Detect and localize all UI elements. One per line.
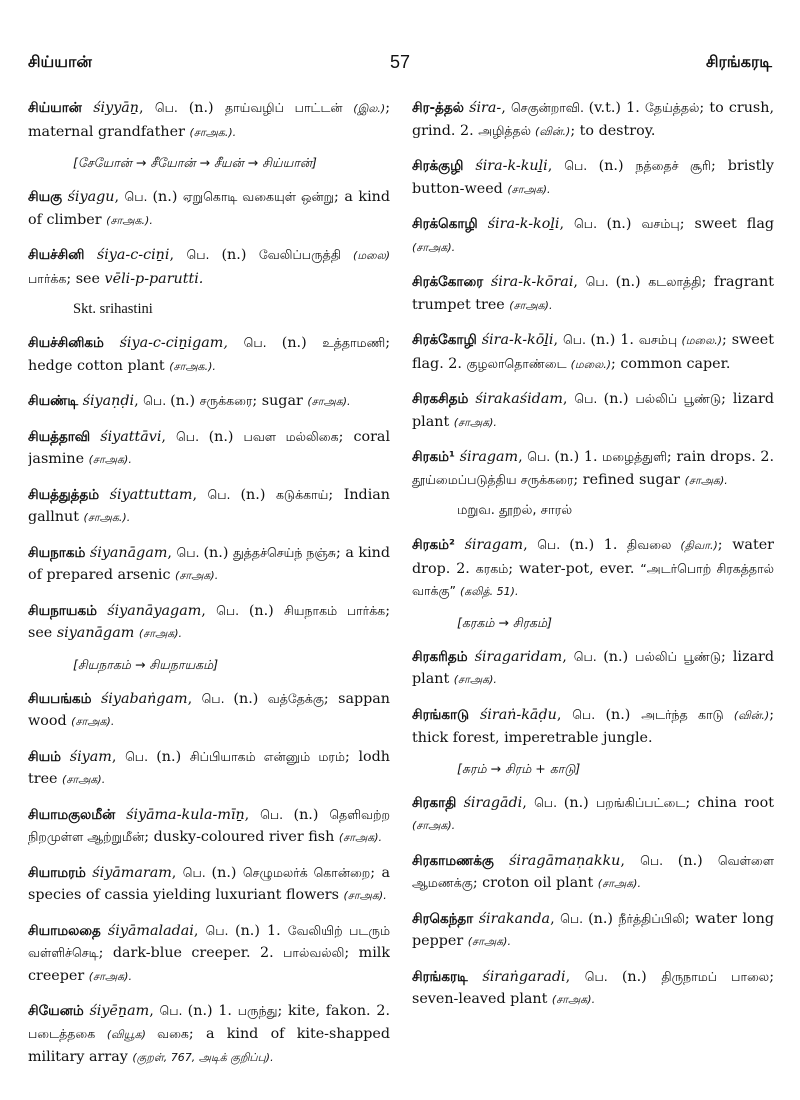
transliteration: śiyam (69, 748, 112, 765)
definition-text: ; dark-blue creeper. 2. (98, 945, 284, 961)
entry-headword: சியேனம் (28, 1003, 84, 1019)
definition-text: ; bristly button-weed (412, 158, 774, 197)
definition-text: அழித்தல் (478, 122, 536, 138)
transliteration: śiyaṇḍi (82, 393, 135, 409)
definition-text: குழலாதொண்டை (466, 355, 571, 371)
definition-text: , (149, 1003, 160, 1019)
definition-text: பவள மல்லிகை (243, 428, 339, 444)
source-abbreviation: (சாஅக.). (83, 511, 131, 524)
running-head-left: சிய்யான் (28, 52, 92, 71)
definition-text: ; sugar (252, 393, 308, 409)
transliteration: śiragādi (463, 794, 523, 811)
etymology-note: [சேயோன் → சீயோன் → சீயன் → சிய்யான்] (73, 155, 317, 170)
definition-text: (n.) (605, 706, 642, 723)
source-abbreviation: (சாஅக). (62, 773, 106, 786)
dictionary-entry (412, 908, 774, 954)
definition-text: , (565, 968, 585, 985)
source-abbreviation: (குறள், 767, அடிக் குறிப்பு). (132, 1051, 274, 1064)
definition-text: ; sappan wood (28, 690, 390, 729)
definition-text: (n.) (156, 748, 190, 765)
definition-text: ; croton oil plant (472, 875, 598, 891)
definition-text: , (522, 794, 535, 811)
definition-text: வேலிப்பருத்தி (258, 247, 354, 262)
definition-text: சியநாகம் பார்க்க (284, 602, 386, 618)
definition-text: ; refined sugar (573, 471, 685, 488)
source-abbreviation: (சாஅக). (88, 969, 132, 983)
transliteration: śiyanāyagam (107, 602, 202, 619)
transliteration: śira-k-kōrai (490, 274, 574, 290)
entry-headword: சியாமகுலமீன் (28, 806, 116, 823)
definition-text (228, 335, 244, 351)
dictionary-entry (412, 792, 774, 838)
definition-text: ; china root (685, 794, 774, 811)
definition-text: (n.) 1. (569, 537, 627, 553)
transliteration: śiyyāṉ (93, 100, 140, 116)
entry-headword: சிரங்கரடி (412, 968, 468, 985)
source-abbreviation: (சாஅக). (412, 240, 456, 254)
definition-text: (n.) (211, 864, 243, 881)
definition-text: , (169, 247, 187, 263)
definition-text: பெ. (207, 486, 241, 502)
source-abbreviation: (மலை) (353, 249, 390, 262)
definition-text: பெ. (176, 428, 209, 444)
definition-text: பெ. (124, 189, 153, 204)
definition-text: (n.) (281, 335, 323, 351)
definition-text: , (134, 393, 144, 409)
transliteration: śiyabaṅgam (100, 690, 188, 707)
transliteration: śira-k-koḻi (487, 216, 560, 232)
dictionary-entry (412, 329, 774, 376)
right-column (412, 97, 774, 1087)
definition-text: ; to destroy. (570, 122, 656, 139)
definition-text: (n.) (152, 189, 183, 205)
transliteration: śiragam (459, 449, 519, 465)
definition-text: தாய்வழிப் பாட்டன் (224, 100, 354, 115)
entry-headword: சிரக்கோரை (412, 274, 484, 290)
source-abbreviation: (சாஅக). (343, 889, 387, 902)
dictionary-entry (28, 332, 390, 378)
definition-text: , (244, 806, 261, 823)
definition-text: பெ. (125, 748, 157, 764)
transliteration: śira-k-kuḻi (475, 158, 548, 174)
definition-text: , (562, 648, 574, 665)
definition-text: கடுக்காய் (275, 486, 329, 502)
definition-text: பல்லிப் பூண்டு (635, 391, 722, 406)
definition-text: (n.) (598, 158, 636, 174)
source-abbreviation: (சாஅக). (453, 415, 497, 429)
entry-headword: சியச்சினிகம் (28, 335, 104, 351)
definition-text: ; a kind of prepared arsenic (28, 544, 390, 583)
entry-headword: சியநாயகம் (28, 602, 97, 619)
dictionary-entry (28, 542, 390, 588)
definition-text: , (167, 544, 177, 561)
definition-text: , (559, 216, 575, 232)
transliteration: śiragaridam (474, 648, 563, 665)
definition-text: பெ. (574, 216, 607, 231)
dictionary-entry (412, 446, 774, 492)
definition-text: பெ. (564, 158, 599, 173)
definition-text: பெ. (176, 544, 204, 560)
definition-text: , (192, 486, 208, 503)
definition-text: திருநாமப் பாலை (661, 968, 770, 984)
definition-text: (n.) 1. (187, 1003, 238, 1019)
definition-text: ; dusky-coloured river fish (144, 829, 339, 845)
transliteration: śiya-c-ciṉi (96, 247, 170, 263)
definition-text: (n.) (677, 852, 718, 869)
source-abbreviation: (சாஅக.). (189, 125, 237, 139)
definition-text: (n.) (240, 486, 276, 503)
entry-headword: சியத்தாவி (28, 428, 91, 445)
source-abbreviation: (வின்.) (733, 708, 770, 722)
entry-headword: சிரக்கோழி (412, 332, 477, 348)
definition-text: ; fragrant trumpet tree (412, 274, 774, 313)
definition-text: ; thick forest, imperetrable jungle. (412, 706, 774, 746)
entry-headword: சிர-த்தல் (412, 100, 464, 116)
definition-text: (n.) (235, 922, 267, 939)
dictionary-entry (412, 155, 774, 201)
entry-headword: சிய்யான் (28, 100, 82, 116)
source-abbreviation: (வின்.) (535, 124, 571, 138)
definition-text: (n.) (588, 910, 619, 927)
definition-text: பால்வல்லி (283, 945, 345, 960)
transliteration: śiyagu (67, 189, 115, 205)
definition-text: பெ. (574, 391, 604, 406)
definition-text: ; water long pepper (412, 910, 774, 949)
definition-text: பெ. (143, 393, 171, 408)
definition-text: செழுமலர்க் கொன்றை (242, 864, 371, 880)
dictionary-entry (28, 97, 390, 144)
definition-text: “அடர்பொற் சிரகத்தால் வாக்கு” (412, 560, 774, 598)
source-abbreviation: (சாஅக). (467, 935, 511, 948)
etymology-note: [சுரம் → சிரம் + காடு] (457, 760, 581, 776)
definition-text: நத்தைச் சூரி (635, 158, 711, 173)
definition-text: பெ. (640, 852, 678, 868)
source-abbreviation: (சாஅக). (684, 473, 728, 487)
dictionary-entry (412, 97, 774, 143)
definition-text: துத்தச்செய்ந் நஞ்சு (232, 544, 336, 560)
source-abbreviation: (வியூக) (106, 1027, 158, 1041)
definition-text: (n.) (188, 100, 225, 116)
definition-text: வேலியிற் படரும் வள்ளிச்செடி (28, 922, 390, 960)
etymology-note: [கரகம் → சிரகம்] (457, 614, 552, 630)
transliteration: śiyāma-kula-mīṉ (126, 806, 245, 823)
source-abbreviation: (சாஅக.). (106, 213, 153, 227)
dictionary-entry (412, 213, 774, 259)
definition-text: (n.) 1. (590, 332, 639, 348)
dictionary-entry (28, 1000, 390, 1070)
definition-text: (n.) (248, 602, 285, 619)
definition-text: ; kite, fakon. 2. (277, 1003, 390, 1019)
synonym-note: மறுவ. தூறல், சாரல் (457, 503, 573, 518)
source-abbreviation: (சாஅக). (551, 993, 596, 1006)
definition-text: வசம்பு (641, 216, 680, 231)
definition-text: (n.) (208, 428, 244, 445)
entry-headword: சிரகாமணக்கு (412, 852, 494, 869)
dictionary-entry (28, 862, 390, 908)
definition-text: பெ. (527, 449, 555, 464)
definition-text: (n.) (603, 648, 636, 665)
definition-text: பெ. (182, 864, 212, 880)
definition-text: , (161, 428, 177, 445)
definition-text: , (187, 690, 202, 707)
definition-text: சிப்பியாகம் என்னும் மரம் (189, 748, 345, 764)
definition-text: பெ. (573, 648, 604, 664)
transliteration: śiyāmaram (92, 864, 172, 881)
transliteration: śira- (469, 100, 502, 116)
definition-text: பார்க்க (28, 270, 67, 286)
dictionary-entry (412, 966, 774, 1012)
definition-text: கடலாத்தி (648, 274, 702, 289)
transliteration: vēli-p-parutti. (104, 270, 204, 287)
source-abbreviation: (சாஅக). (453, 673, 497, 686)
source-abbreviation: (மலை.) (681, 334, 722, 347)
definition-text: , (139, 100, 155, 116)
definition-text: ; lodh tree (28, 748, 390, 787)
source-abbreviation: (சாஅக). (175, 569, 219, 582)
page-number: 57 (389, 52, 411, 72)
transliteration: siyanāgam (56, 625, 135, 641)
transliteration: śiyēṉam (89, 1003, 150, 1019)
source-abbreviation: (சாஅக). (307, 395, 351, 408)
entry-headword: சிரகாதி (412, 794, 457, 811)
definition-text: ; lizard plant (412, 648, 774, 687)
dictionary-entry (28, 186, 390, 232)
source-abbreviation: (சாஅக). (338, 831, 383, 844)
definition-text: ; common caper. (611, 355, 731, 372)
definition-text: , (553, 332, 563, 348)
source-abbreviation: (சாஅக). (597, 877, 641, 890)
dictionary-entry (28, 688, 390, 734)
definition-text: பெ. (205, 922, 235, 938)
definition-text: ; sweet flag. 2. (412, 332, 774, 372)
definition-text: பெ. (159, 1003, 188, 1018)
dictionary-entry (412, 388, 774, 434)
definition-text: வசம்பு (638, 332, 682, 347)
dictionary-entry (28, 484, 390, 530)
definition-text: பெ. (243, 335, 282, 350)
definition-text: , (523, 537, 538, 553)
source-abbreviation: (சாஅக). (509, 298, 553, 312)
page-header (28, 52, 772, 80)
definition-text: ; maternal grandfather (28, 100, 390, 140)
transliteration: śira-k-kōḻi (481, 332, 554, 348)
dictionary-entry (412, 850, 774, 896)
definition-text: (n.) (233, 690, 268, 707)
transliteration: śiyattāvi (100, 428, 162, 445)
definition-text: (n.) (170, 393, 200, 409)
definition-text: ; to crush, grind. 2. (412, 100, 774, 139)
definition-text: , (518, 449, 528, 465)
transliteration: śiyattuttam (109, 486, 193, 503)
source-abbreviation: (சாஅக). (88, 453, 132, 466)
definition-text: , (547, 158, 565, 174)
dictionary-entry (28, 600, 390, 646)
definition-text: ; see (28, 602, 390, 641)
definition-text: பெ. (534, 794, 564, 810)
definition-text: (n.) (606, 216, 642, 232)
definition-text: ; sweet flag (679, 216, 774, 232)
definition-text: பருந்து (237, 1003, 278, 1018)
definition-text: ; coral jasmine (28, 428, 390, 467)
definition-text: (n.) (203, 544, 233, 561)
definition-text: ; hedge cotton plant (28, 335, 390, 374)
etymology-note: [சியநாகம் → சியநாயகம்] (73, 656, 219, 672)
source-abbreviation: (திவா.) (680, 539, 718, 552)
source-abbreviation: (இல.) (353, 102, 386, 115)
entry-headword: சியபங்கம் (28, 690, 92, 707)
definition-text: தூய்மைப்படுத்திய சருக்கரை (412, 471, 574, 487)
left-column (28, 97, 390, 1087)
source-abbreviation: (கலித். 51). (459, 585, 519, 598)
definition-text: ; lizard plant (412, 391, 774, 430)
definition-text: ; a kind of kite-shapped military array (28, 1025, 390, 1065)
definition-text: ; Indian gallnut (28, 486, 390, 525)
dictionary-entry (28, 426, 390, 472)
definition-text: , (620, 852, 641, 869)
source-abbreviation: (சாஅக). (507, 182, 551, 196)
source-abbreviation: (சாஅக). (138, 627, 183, 640)
definition-text: செகுன்றாவி. (510, 100, 589, 115)
definition-text: (v.t.) 1. (588, 100, 645, 116)
definition-text: , (573, 274, 586, 290)
entry-headword: சிரகம்¹ (412, 449, 455, 465)
definition-text: ஏறுகொடி வகையுள் ஒன்று (182, 189, 335, 204)
definition-text: படைத்தகை (28, 1025, 107, 1041)
entry-headword: சிரக்குழி (412, 158, 464, 174)
transliteration: śiraṅgaradi (482, 968, 566, 985)
transliteration: śiya-c-ciṉigam, (119, 335, 228, 351)
transliteration: śiyanāgam (89, 544, 168, 561)
definition-text: ; water-pot, ever. (508, 560, 641, 577)
definition-text: ; a kind of climber (28, 189, 390, 228)
definition-text: பெ. (585, 274, 616, 289)
definition-text: சருக்கரை (199, 393, 253, 408)
entry-headword: சியகு (28, 189, 63, 205)
definition-text: பல்லிப் பூண்டு (635, 648, 721, 664)
definition-text: வகை (157, 1025, 189, 1041)
entry-headword: சியாமரம் (28, 864, 86, 881)
dictionary-entry (28, 244, 390, 290)
definition-text: ; water drop. 2. (412, 537, 774, 577)
definition-text: பெ. (537, 537, 570, 552)
definition-text: ; see (66, 270, 105, 287)
definition-text: , (562, 391, 575, 407)
definition-text: , (114, 189, 125, 205)
definition-text: (n.) (615, 274, 649, 290)
definition-text: மழைத்துளி (602, 449, 667, 464)
definition-text: , (501, 100, 511, 116)
definition-text: , (201, 602, 217, 619)
entry-headword: சிரக்கொழி (412, 216, 478, 232)
definition-text: பெ. (186, 247, 222, 262)
definition-text: பெ. (154, 100, 189, 115)
definition-text: (n.) (221, 247, 259, 263)
transliteration: śirakanda (478, 910, 551, 927)
definition-text: ; seven-leaved plant (412, 968, 774, 1007)
definition-text: தேய்த்தல் (644, 100, 700, 115)
entry-headword: சியச்சினி (28, 247, 85, 263)
definition-text: (n.) (603, 391, 636, 407)
definition-text: பெ. (216, 602, 249, 618)
dictionary-entry (28, 920, 390, 989)
source-abbreviation: (சாஅக). (412, 819, 456, 832)
definition-text: வத்தேக்கு (267, 690, 324, 706)
entry-headword: சிரங்காடு (412, 706, 470, 723)
definition-text: உத்தாமணி (322, 335, 386, 350)
source-abbreviation: (சாஅக). (71, 715, 115, 728)
definition-text: ; a species of cassia yielding luxuriant flowers (28, 864, 390, 903)
definition-text: அடர்ந்த காடு (641, 706, 734, 722)
transliteration: śiyāmaladai (107, 922, 194, 939)
entry-headword: சிரகெந்தா (412, 910, 474, 927)
definition-text: , (193, 922, 206, 939)
entry-headword: சியநாகம் (28, 544, 86, 561)
definition-text: வெள்ளை ஆமணக்கு (412, 852, 774, 890)
dictionary-entry (28, 804, 390, 850)
dictionary-entry (412, 646, 774, 692)
definition-text: பெ. (563, 332, 591, 347)
definition-text: ; rain drops. 2. (666, 449, 774, 465)
definition-text: நீர்த்திப்பிலி (618, 910, 685, 926)
definition-text: தெளிவற்ற நிறமுள்ள ஆற்றுமீன் (28, 806, 390, 844)
entry-headword: சிரகரிதம் (412, 648, 468, 665)
transliteration: śiragāmaṇakku (509, 852, 621, 869)
dictionary-entry (412, 534, 774, 604)
definition-text: , (556, 706, 573, 723)
source-abbreviation: (மலை.) (570, 357, 612, 371)
definition-text: பெ. (560, 910, 589, 926)
definition-text: , (171, 864, 183, 881)
definition-text: (n.) (621, 968, 662, 985)
transliteration: śiragam (464, 537, 524, 553)
definition-text: , (550, 910, 561, 927)
entry-headword: சியண்டி (28, 393, 79, 409)
definition-text: , (111, 748, 126, 765)
entry-headword: சியாமலதை (28, 922, 101, 939)
running-head-right: சிரங்கரடி (705, 52, 772, 71)
entry-headword: சிரகம்² (412, 537, 455, 553)
entry-headword: சிரகசிதம் (412, 391, 469, 407)
dictionary-entry (412, 271, 774, 317)
definition-text: 1. (266, 922, 288, 939)
definition-text: பெ. (572, 706, 606, 722)
entry-headword: சியத்துத்தம் (28, 486, 100, 503)
definition-text: (n.) (563, 794, 596, 811)
entry-headword: சியம் (28, 748, 62, 765)
definition-text: பெ. (260, 806, 294, 822)
transliteration: śiraṅ-kāḍu (479, 706, 557, 723)
definition-text: ; milk creeper (28, 945, 390, 984)
dictionary-entry (28, 390, 390, 414)
dictionary-entry (412, 704, 774, 750)
definition-text: (n.) 1. (554, 449, 603, 465)
definition-text: பறங்கிப்பட்டை (595, 794, 686, 810)
dictionary-entry (28, 746, 390, 792)
source-abbreviation: (சாஅக.). (169, 359, 216, 373)
definition-text: கரகம் (475, 560, 509, 576)
definition-text: பெ. (584, 968, 622, 984)
source-note: Skt. srihastini (73, 301, 153, 317)
definition-text: பெ. (201, 690, 234, 706)
definition-text: (n.) (293, 806, 330, 823)
definition-text: திவலை (626, 537, 681, 552)
transliteration: śirakaśidam (475, 391, 563, 407)
